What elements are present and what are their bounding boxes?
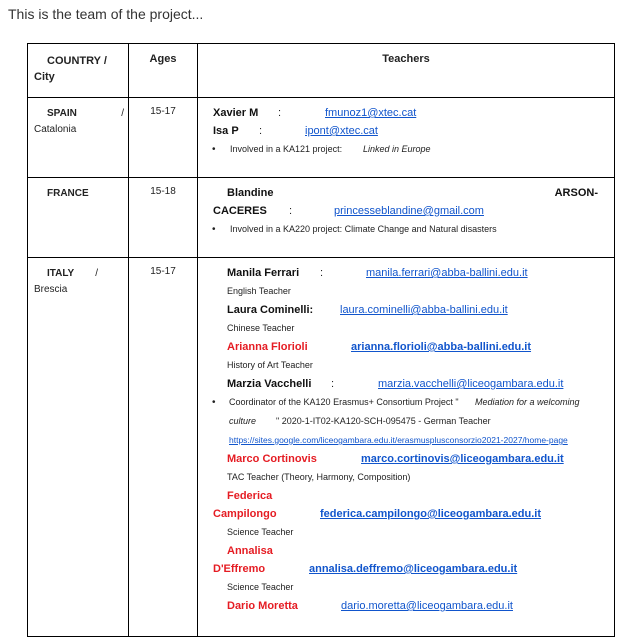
- team-table: [27, 43, 615, 637]
- header-row: [28, 44, 615, 98]
- header-country: COUNTRY / City: [28, 44, 129, 98]
- email-link[interactable]: princesseblandine@gmail.com: [334, 205, 484, 217]
- email-link[interactable]: marzia.vacchelli@liceogambara.edu.it: [378, 378, 564, 390]
- table-row: [28, 98, 615, 178]
- header-teachers: Teachers: [198, 44, 615, 98]
- email-link[interactable]: marco.cortinovis@liceogambara.edu.it: [361, 453, 564, 465]
- country-cell: SPAIN / Catalonia: [28, 98, 129, 178]
- country-cell: FRANCE: [28, 178, 129, 258]
- ages-cell: 15-17: [129, 258, 198, 637]
- teachers-cell: Xavier M : fmunoz1@xtec.cat Isa P : ipont@xtec.cat • Involved in a KA121 project: Linked in Europe: [198, 98, 615, 178]
- city: Catalonia: [34, 124, 77, 135]
- table-row: [28, 258, 615, 637]
- email-link[interactable]: annalisa.deffremo@liceogambara.edu.it: [309, 563, 518, 575]
- ages-cell: 15-18: [129, 178, 198, 258]
- email-link[interactable]: federica.campilongo@liceogambara.edu.it: [320, 508, 542, 520]
- teachers-cell: Blandine ARSON- CACERES : princesseblandine@gmail.com • Involved in a KA220 project: Climate Change and Natural disasters: [198, 178, 615, 258]
- header-ages: Ages: [129, 44, 198, 98]
- table-row: [28, 178, 615, 258]
- email-link[interactable]: fmunoz1@xtec.cat: [325, 107, 417, 119]
- project-url-link[interactable]: https://sites.google.com/liceogambara.edu.it/erasmusplusconsorzio2021-2027/home-page: [229, 435, 568, 445]
- city: Brescia: [34, 284, 68, 295]
- email-link[interactable]: ipont@xtec.cat: [305, 125, 378, 137]
- teachers-cell: Manila Ferrari : manila.ferrari@abba-ballini.edu.it English Teacher Laura Cominelli: laura.cominelli@abba-ballini.edu.it Chinese Teacher Arianna Florioli arianna.florioli@abba-ballini.edu.it History of Art Teacher Marzia Vacchelli : marzia.vacchelli@liceogambara.edu.it • Coordinator of the KA120 Erasmus+ Consortium Project " Mediation for a welcoming culture " 2020-1-IT02-KA120-SCH-095475 - German Teacher https://sites.google.com/liceogambara.edu.it/erasmusplusconsorzio2021-2027/home-page Marco Cortinovis marco.cortinovis@liceogambara.edu.it TAC Teacher (Theory, Harmony, Composition) Federica Campilongo federica.campilongo@liceogambara.edu.it Science Teacher Annalisa D'Effremo annalisa.deffremo@liceogambara.edu.it Science Teacher Dario Moretta dario.moretta@liceogambara.edu.it: [198, 258, 615, 637]
- ages-cell: 15-17: [129, 98, 198, 178]
- email-link[interactable]: dario.moretta@liceogambara.edu.it: [341, 600, 513, 612]
- intro-text: This is the team of the project...: [8, 6, 204, 22]
- email-link[interactable]: arianna.florioli@abba-ballini.edu.it: [351, 341, 532, 353]
- email-link[interactable]: manila.ferrari@abba-ballini.edu.it: [366, 267, 528, 279]
- country-cell: ITALY / Brescia: [28, 258, 129, 637]
- email-link[interactable]: laura.cominelli@abba-ballini.edu.it: [340, 304, 508, 316]
